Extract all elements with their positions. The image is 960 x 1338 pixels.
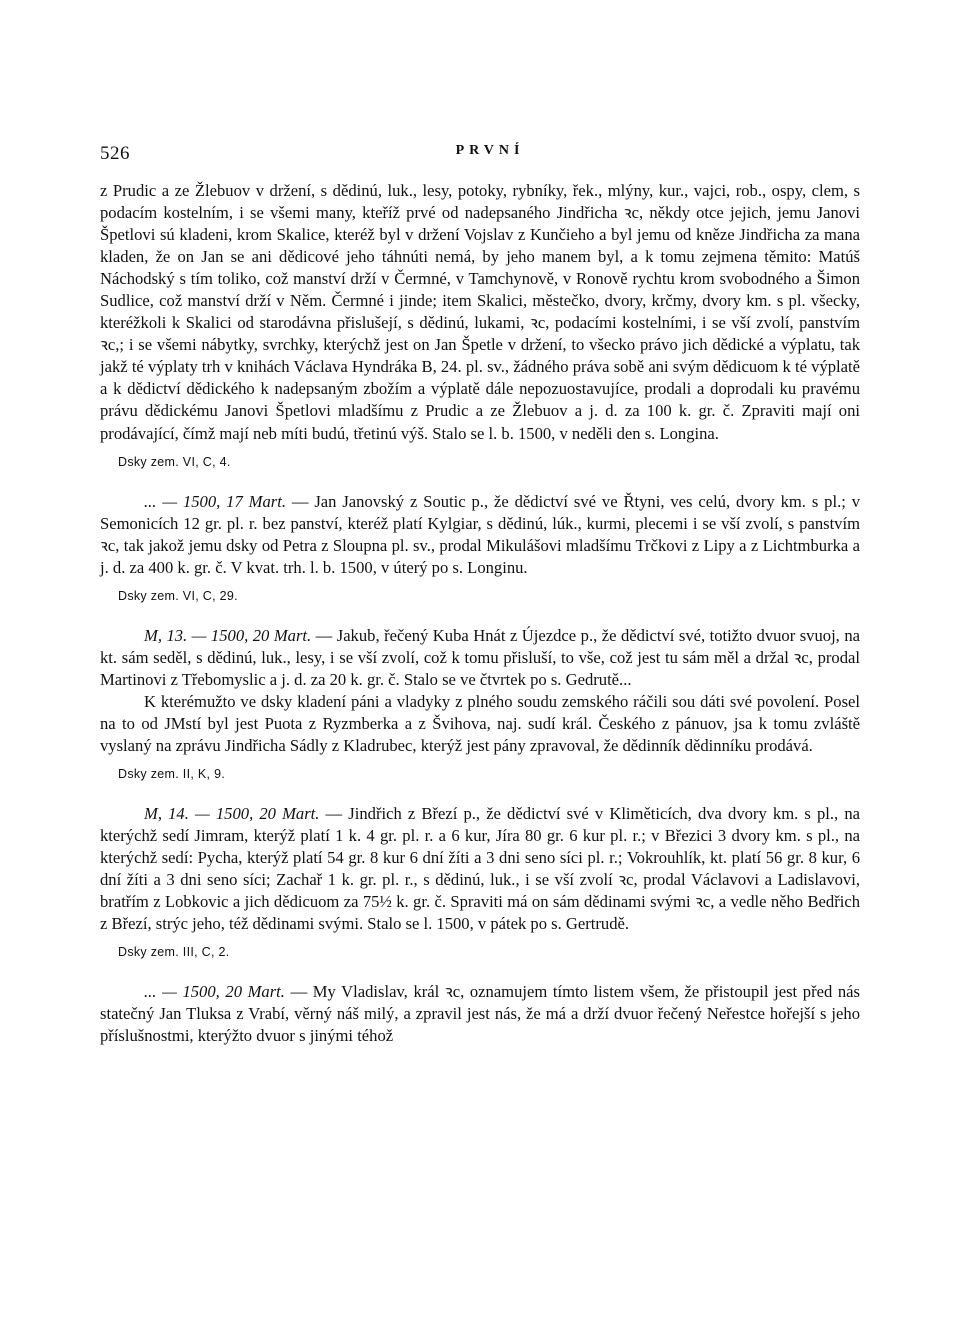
- running-title: PRVNÍ: [455, 143, 525, 158]
- entry-paragraph: [100, 981, 860, 1047]
- entry-lead: M, 14. — 1500, 20 Mart.: [144, 804, 320, 824]
- page-header: [100, 143, 860, 171]
- entry-citation: Dsky zem. VI, C, 4.: [118, 454, 231, 469]
- entry-citation: Dsky zem. II, K, 9.: [118, 767, 226, 782]
- entry-lead: ... — 1500, 17 Mart.: [144, 491, 286, 511]
- page-body: [100, 180, 860, 1047]
- entry-text: — Jakub, řečený Kuba Hnát z Újezdce p., že dědictví své, totižto dvuor svuoj, na kt. sám seděl, s dědinú, luk., lesy, i se vší zvolí, což k tomu přisluší, to vše, což jest tu sám měl a držal ꝛc, prodal Martinovi z Třebomyslic a j. d. za 20 k. gr. č. Stalo se ve čtvrtek po s. Gedrutě...: [100, 625, 860, 689]
- entry-paragraph: [100, 625, 860, 691]
- entry-text: — Jan Janovský z Soutic p., že dědictví své ve Řtyni, ves celú, dvory km. s pl.; v Semonicích 12 gr. pl. r. bez panství, kteréž platí Kylgiar, s dědinú, lúk., kurmi, plecemi i se vší zvolí, s panstvím ꝛc, tak jakož jemu dsky od Petra z Sloupna pl. sv., prodal Mikulášovi mladšímu Trčkovi z Lipy a z Lichtmburka a j. d. za 400 k. gr. č. V kvat. trh. l. b. 1500, v úterý po s. Longinu.: [100, 491, 861, 577]
- entry-text-continued: K kterémužto ve dsky kladení páni a vladyky z plného soudu zemského ráčili sou dáti své povolení. Posel na to od JMstí byl jest Puota z Ryzmberka a z Švihova, naj. sudí král. Českého z pánuov, jsa k tomu zvláště vyslaný na zprávu Jindřicha Sádly z Kladrubec, kterýž jest pány zpravoval, že dědinník dědinníku prodává.: [100, 691, 860, 755]
- entry-paragraph: [100, 491, 860, 579]
- entry-text: — My Vladislav, král ꝛc, oznamujem tímto listem všem, že přistoupil jest před nás statečný Jan Tluksa z Vrabí, věrný náš milý, a zpravil jest nás, že má a drží dvuor řečený Neřestce hořejší s jeho příslušnostmi, kterýžto dvuor s jinými téhož: [100, 982, 860, 1046]
- entry-citation: Dsky zem. III, C, 2.: [118, 945, 230, 960]
- entry-citation: Dsky zem. VI, C, 29.: [118, 588, 238, 603]
- entry-lead: M, 13. — 1500, 20 Mart.: [144, 625, 312, 645]
- entry-paragraph: [100, 803, 860, 935]
- entry-text: z Prudic a ze Žlebuov v držení, s dědinú, luk., lesy, potoky, rybníky, řek., mlýny, kur., vajci, rob., ospy, clem, s podacím kostelním, i se všemi many, kteříž prvé od nadepsaného Jindřicha ꝛc, někdy otce jejich, jemu Janovi Špetlovi sú kladeni, krom Skalice, kteréž byl v držení Vojslav z Kunčieho a byl jemu od kněze Jindřicha za mana kladen, že on Jan se ani dědicové jeho táhnúti nemá, by jeho manem byl, a k tomu zejmena těmito: Matúš Náchodský s tím toliko, což manství drží v Čermné, v Tamchynově, v Ronově rychtu krom svobodného a Šimon Sudlice, což manství drží v Něm. Čermné i jinde; item Skalici, městečko, dvory, krčmy, dvory km. s pl. všecky, kteréžkoli k Skalici od starodávna přislušejí, s dědinú, lukami, ꝛc, podacími kostelními, i se vší zvolí, panstvím ꝛc,; i se všemi nábytky, svrchky, kterýchž jest on Jan Špetle v držení, to všecko právo jich dědické a výplatu, tak jakž té výplaty trh v knihách Václava Hyndráka B, 24. pl. sv., žádného práva sobě ani svým dědicuom k té výplatě a k dědictví dědického k nadepsaným zbožím a výplatě dále nepozuostavujíce, prodali a doprodali ku pravému právu dědickému Janovi Špetlovi mladšímu z Prudic a ze Žlebuov a j. d. za 100 k. gr. č. Zpraviti mají oni prodávající, čímž mají neb míti budú, třetinú výš. Stalo se l. b. 1500, v neděli den s. Longina.: [100, 181, 860, 443]
- entry-lead: ... — 1500, 20 Mart.: [144, 982, 285, 1002]
- page-number: 526: [100, 143, 130, 164]
- entry-text: — Jindřich z Březí p., že dědictví své v Kliměticích, dva dvory km. s pl., na kterýchž sedí Jimram, kterýž platí 1 k. 4 gr. pl. r. a 6 kur, Jíra 80 gr. 6 kur pl. r.; v Březici 3 dvory km. s pl., na kterýchž sedí: Pycha, kterýž platí 54 gr. 8 kur 6 dní žíti a 3 dni seno síci pl. r.; Vokrouhlík, kt. platí 56 gr. 8 kur, 6 dní žíti a 3 dni seno síci; Zachař 1 k. gr. pl. r., s dědinú, luk., i se vší zvolí ꝛc, prodal Václavovi a Ladislavovi, bratřím z Lobkovic a jich dědicuom za 75½ k. gr. č. Spraviti má on sám dědinami svými ꝛc, a vedle něho Bedřich z Březí, strýc jeho, též dědinami svými. Stalo se l. 1500, v pátek po s. Gertrudě.: [100, 804, 860, 934]
